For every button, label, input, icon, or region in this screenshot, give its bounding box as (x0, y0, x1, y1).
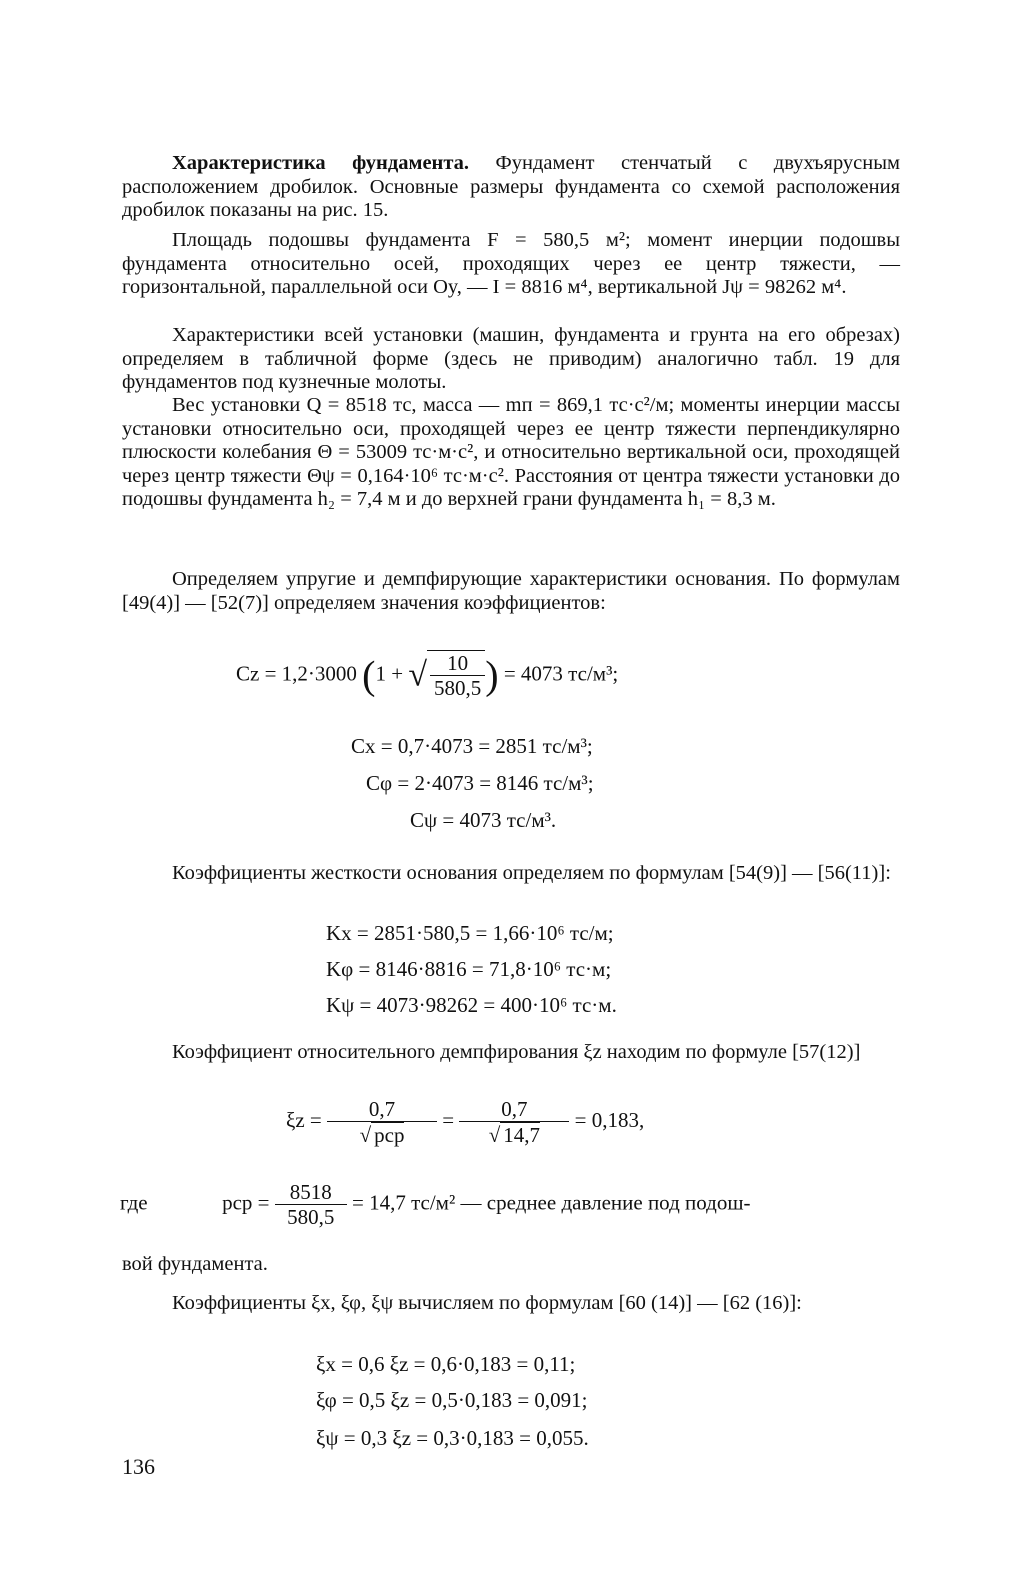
equation-cz: Cz = 1,2·3000 (1 + √ $\frac{10}{580,5}$ ) = 4073 тс/м³; (236, 651, 619, 700)
equation-cz-one: 1 + (375, 661, 404, 686)
equation-xi-z-right: = 0,183, (574, 1107, 645, 1132)
equation-xi-psi: ξψ = 0,3 ξz = 0,3·0,183 = 0,055. (316, 1426, 589, 1450)
page-number: 136 (122, 1454, 155, 1479)
paragraph-stiffness: Коэффициенты жесткости основания определяем по формулам [54(9)] — [56(11)]: (172, 862, 891, 884)
equation-cphi: Cφ = 2·4073 = 8146 тс/м³; (366, 771, 594, 795)
equation-xi-z-numerator: 0,7 (327, 1097, 437, 1122)
equation-kpsi: Kψ = 4073·98262 = 400·10⁶ тс·м. (326, 993, 617, 1017)
paragraph-continuation: вой фундамента. (122, 1253, 268, 1275)
equation-cz-left: Cz = 1,2·3000 (236, 661, 357, 686)
equation-xi-phi: ξφ = 0,5 ξz = 0,5·0,183 = 0,091; (316, 1388, 588, 1412)
equation-xi-z: ξz = $\frac{0,7}{\text{√ pср}}$ = $\frac{0,7}{√ 14,7}$ = 0,183, (286, 1097, 645, 1147)
equation-kphi: Kφ = 8146·8816 = 71,8·10⁶ тс·м; (326, 957, 612, 981)
equation-cz-right: = 4073 тс/м³; (503, 661, 619, 686)
equation-xi-x: ξx = 0,6 ξz = 0,6·0,183 = 0,11; (316, 1352, 576, 1376)
equation-pressure-denominator: 580,5 (287, 1205, 335, 1229)
where-label: где (120, 1190, 148, 1215)
equation-pressure (120, 1180, 900, 1229)
equation-pressure-numerator: 8518 (275, 1180, 347, 1205)
paragraph-characteristics: Характеристики всей установки (машин, фундамента и грунта на его обрезах) определяем в табличной форме (здесь не приводим) аналогично табл. 19 для фундаментов под кузнечные молоты. (122, 324, 900, 394)
equation-xi-z-denominator: pср (371, 1122, 404, 1147)
paragraph-text: Фундамент стенчатый с двухъярусным расположением дробилок. Основные размеры фундамента со схемой расположения дробилок показаны на рис. 15. (122, 152, 900, 222)
paragraph-weight: Вес установки Q = 8518 тс, масса — mп = 869,1 тс·с²/м; моменты инерции массы установки относительно оси, проходящей через ее центр тяжести перпендикулярно плюскости колебания Θ = 53009 тс·м·с², и относительно вертикальной оси, проходящей через центр тяжести Θψ = 0,164·10⁶ тс·м·с². Расстояния от центра тяжести установки до подошвы фундамента h₂ = 7,4 м и до верхней грани фундамента h₁ = 8,3 м. (122, 394, 900, 511)
equation-cx: Cx = 0,7·4073 = 2851 тс/м³; (351, 734, 593, 758)
paragraph-damping: Коэффициент относительного демпфирования ξz находим по формуле [57(12)] (172, 1041, 861, 1063)
equation-pressure-right: = 14,7 тс/м² — среднее давление под подош- (352, 1190, 751, 1215)
paragraph-area: Площадь подошвы фундамента F = 580,5 м²; момент инерции подошвы фундамента относительно осей, проходящих через ее центр тяжести, — горизонтальной, параллельной оси Oy, — I = 8816 м⁴, вертикальной Jψ = 98262 м⁴. (122, 229, 900, 299)
paragraph-foundation (122, 152, 900, 223)
equation-cz-numerator: 10 (430, 651, 485, 676)
equation-xi-z-numerator-2: 0,7 (459, 1097, 569, 1122)
equation-cpsi: Cψ = 4073 тс/м³. (410, 808, 557, 832)
equation-xi-z-left: ξz = (286, 1107, 322, 1132)
equation-pressure-left: pср = (222, 1190, 270, 1215)
equation-cz-denominator: 580,5 (434, 676, 482, 700)
paragraph-elastic: Определяем упругие и демпфирующие характеристики основания. По формулам [49(4)] — [52(7)] определяем значения коэффициентов: (122, 568, 900, 614)
equation-kx: Kx = 2851·580,5 = 1,66·10⁶ тс/м; (326, 921, 614, 945)
equation-xi-z-denominator-2: 14,7 (500, 1122, 540, 1147)
equation-xi-z-equals: = (442, 1107, 455, 1132)
paragraph-heading: Характеристика фундамента. (172, 152, 470, 174)
paragraph-coefficients: Коэффициенты ξx, ξφ, ξψ вычисляем по формулам [60 (14)] — [62 (16)]: (172, 1292, 802, 1314)
